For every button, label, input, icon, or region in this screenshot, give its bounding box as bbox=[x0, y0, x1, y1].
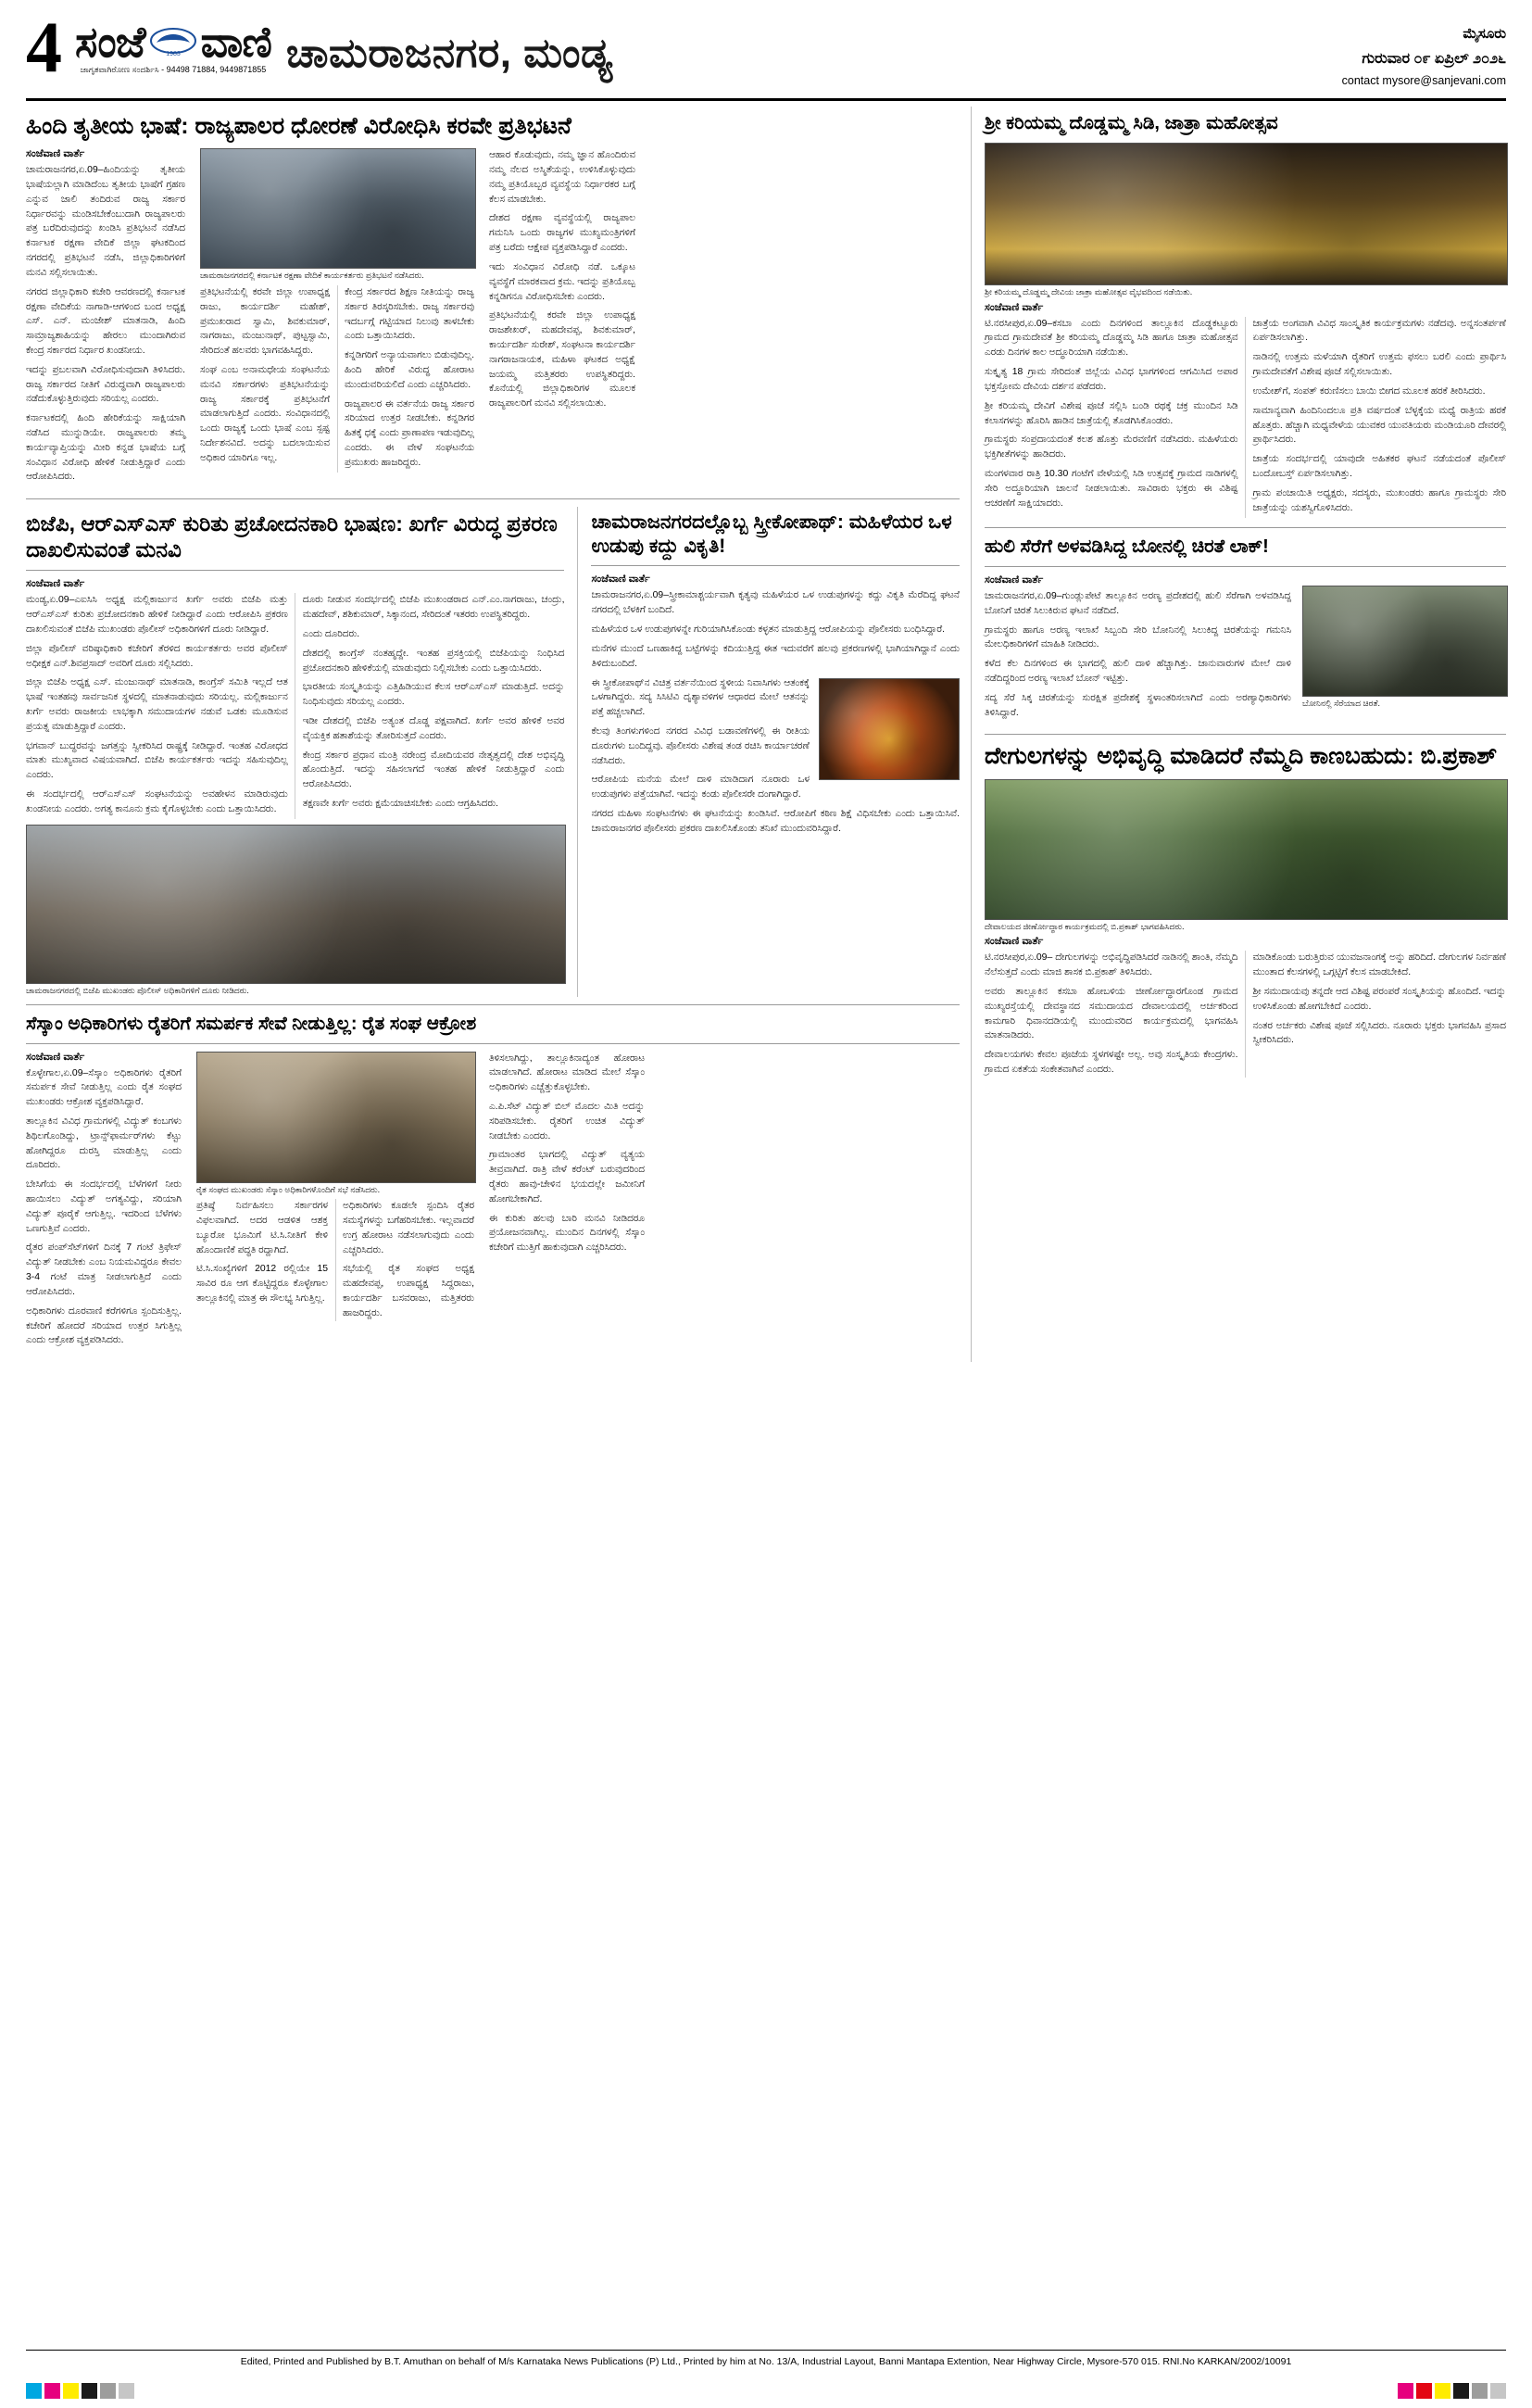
photo-caption: ರೈತ ಸಂಘದ ಮುಖಂಡರು ಸೆಸ್ಕಾಂ ಅಧಿಕಾರಿಗಳೊಂದಿಗೆ ಸಭೆ ನಡೆಸಿದರು. bbox=[196, 1184, 381, 1194]
article-mahila bbox=[577, 507, 960, 996]
left-column-group bbox=[26, 107, 971, 1362]
color-swatch bbox=[1472, 2383, 1488, 2399]
logo-text-left: ಸಂಜೆ bbox=[75, 18, 145, 66]
protest-photo bbox=[200, 148, 476, 269]
color-registration-bars-left bbox=[26, 2383, 134, 2399]
article-body: ಟಿ.ನರಸೀಪುರ,ಏ.09–ಕಸಬಾ ಎಂದು ದಿನಗಳಿಂದ ತಾಲ್ಲೂಕಿನ ದೊಡ್ಡಕಟ್ಟೂರು ಗ್ರಾಮದ ಗ್ರಾಮದೇವತೆ ಶ್ರೀ ಕರಿಯಮ್ಮ ದೊಡ್ಡಮ್ಮ ಸಿಡಿ ಹಾಗೂ ಜಾತ್ರಾ ಮಹೋತ್ಸವ ಎರಡು ದಿನಗಳ ಕಾಲ ಅದ್ಧೂರಿಯಾಗಿ ನಡೆಯಿತು. ಸುಕ್ಕೃತ್ಯ 18 ಗ್ರಾಮ ಸೇರಿದಂತೆ ಜಿಲ್ಲೆಯ ವಿವಿಧ ಭಾಗಗಳಿಂದ ಆಗಮಿಸಿದ ಅಪಾರ ಭಕ್ತಸ್ತೋಮ ದೇವಿಯ ದರ್ಶನ ಪಡೆದರು. ಶ್ರೀ ಕರಿಯಮ್ಮ ದೇವಿಗೆ ವಿಶೇಷ ಪೂಜೆ ಸಲ್ಲಿಸಿ ಬಂಡಿ ರಥಕ್ಕೆ ಚಕ್ರ ಮುಂದಿನ ಸಿಡಿ ಕಲಾಸಗಳನ್ನು ಹೊರಿಸಿ ಹಾಡಿನ ಜಾತ್ರೆಯಲ್ಲಿ ತೊಡಗಿಸಿಕೊಂಡರು. ಗ್ರಾಮಸ್ಥರು ಸಂಪ್ರದಾಯದಂತೆ ಕಲಶ ಹೊತ್ತು ಮೆರವಣಿಗೆ ನಡೆಸಿದರು. ಮಹಿಳೆಯರು ಭಕ್ತಿಗೀತೆಗಳನ್ನು ಹಾಡಿದರು. ಮಂಗಳವಾರ ರಾತ್ರಿ 10.30 ಗಂಟೆಗೆ ವೇಳೆಯಲ್ಲಿ ಸಿಡಿ ಉತ್ಸವಕ್ಕೆ ಗ್ರಾಮದ ನಾಡಿಗಳಲ್ಲಿ ಸೇರಿ ಅದ್ಧೂರಿಯಾಗಿ ಚಾಲನೆ ನೀಡಲಾಯಿತು. ಸಾವಿರಾರು ಭಕ್ತರು ಈ ವಿಶಿಷ್ಟ ಆಚರಣೆಗೆ ಸಾಕ್ಷಿಯಾದರು. ಜಾತ್ರೆಯ ಅಂಗವಾಗಿ ವಿವಿಧ ಸಾಂಸ್ಕೃತಿಕ ಕಾರ್ಯಕ್ರಮಗಳು ನಡೆದವು. ಅನ್ನಸಂತರ್ಪಣೆ ಏರ್ಪಡಿಸಲಾಗಿತ್ತು. ನಾಡಿನಲ್ಲಿ ಉತ್ತಮ ಮಳೆಯಾಗಿ ರೈತರಿಗೆ ಉತ್ತಮ ಫಸಲು ಬರಲಿ ಎಂದು ಪ್ರಾರ್ಥಿಸಿ ಗ್ರಾಮದೇವತೆಗೆ ವಿಶೇಷ ಪೂಜೆ ಸಲ್ಲಿಸಲಾಯಿತು. ಉಮೇಶ್‌ಗೆ, ಸಂಪತ್ ಕರುಣಿಸಲು ಬಾಯಿ ಬೀಗದ ಮೂಲಕ ಹರಕೆ ತೀರಿಸಿದರು. ಸಾಮಾನ್ಯವಾಗಿ ಹಿಂದಿನಿಂದಲೂ ಪ್ರತಿ ವರ್ಷದಂತೆ ಬೆಳ್ಳಕ್ಕೆಯ ಮಧ್ಯೆ ರಾತ್ರಿಯ ಹರಕೆ ಹೊತ್ತರು. ಹೆಚ್ಚಾಗಿ ಮಧ್ಯವೇಳೆಯ ಯುವಕರ ಯುವತಿಯರು ಮಂಡಿಯೂರಿ ದೇವರಲ್ಲಿ ಪ್ರಾರ್ಥಿಸಿದರು. ಜಾತ್ರೆಯ ಸಂದರ್ಭದಲ್ಲಿ ಯಾವುದೇ ಅಹಿತಕರ ಘಟನೆ ನಡೆಯದಂತೆ ಪೊಲೀಸ್ ಬಂದೋಬಸ್ತ್ ಏರ್ಪಡಿಸಲಾಗಿತ್ತು. ಗ್ರಾಮ ಪಂಚಾಯಿತಿ ಅಧ್ಯಕ್ಷರು, ಸದಸ್ಯರು, ಮುಖಂಡರು ಹಾಗೂ ಗ್ರಾಮಸ್ಥರು ಸೇರಿ ಜಾತ್ರೆಯನ್ನು ಯಶಸ್ವಿಗೊಳಿಸಿದರು. bbox=[985, 318, 1506, 513]
edition-title: ಚಾಮರಾಜನಗರ, ಮಂಡ್ಯ bbox=[285, 30, 613, 76]
divider bbox=[26, 498, 960, 499]
svg-text:1983: 1983 bbox=[165, 51, 181, 57]
masthead-info bbox=[1342, 17, 1506, 91]
page-number: 4 bbox=[26, 6, 62, 87]
farmers-meeting-photo bbox=[196, 1052, 476, 1183]
divider bbox=[985, 566, 1506, 567]
color-swatch bbox=[63, 2383, 79, 2399]
divider bbox=[985, 527, 1506, 528]
color-swatch bbox=[1416, 2383, 1432, 2399]
article-headline: ಬಿಜೆಪಿ, ಆರ್‌ಎಸ್‌ಎಸ್ ಕುರಿತು ಪ್ರಚೋದನಕಾರಿ ಭಾಷಣ: ಖರ್ಗೆ ವಿರುದ್ಧ ಪ್ರಕರಣ ದಾಖಲಿಸುವಂತೆ ಮನವಿ bbox=[26, 511, 558, 562]
article-body: ಚಾಮರಾಜನಗರ,ಏ.09–ಗುಂಡ್ಲುಪೇಟೆ ತಾಲ್ಲೂಕಿನ ಅರಣ್ಯ ಪ್ರದೇಶದಲ್ಲಿ ಹುಲಿ ಸೆರೆಗಾಗಿ ಅಳವಡಿಸಿದ್ದ ಬೋನಿಗೆ ಚಿರತೆ ಸಿಲುಕಿರುವ ಘಟನೆ ನಡೆದಿದೆ. ಗ್ರಾಮಸ್ಥರು ಹಾಗೂ ಅರಣ್ಯ ಇಲಾಖೆ ಸಿಬ್ಬಂದಿ ಸೇರಿ ಬೋನಿನಲ್ಲಿ ಸಿಲುಕಿದ್ದ ಚಿರತೆಯನ್ನು ಗಮನಿಸಿ ಮೇಲಧಿಕಾರಿಗಳಿಗೆ ಮಾಹಿತಿ ನೀಡಿದರು. ಕಳೆದ ಕೆಲ ದಿನಗಳಿಂದ ಈ ಭಾಗದಲ್ಲಿ ಹುಲಿ ದಾಳಿ ಹೆಚ್ಚಾಗಿತ್ತು. ಜಾನುವಾರುಗಳ ಮೇಲೆ ದಾಳಿ ನಡೆದಿದ್ದರಿಂದ ಅರಣ್ಯ ಇಲಾಖೆ ಬೋನ್ ಇಟ್ಟಿತ್ತು. ಸದ್ಯ ಸೆರೆ ಸಿಕ್ಕ ಚಿರತೆಯನ್ನು ಸುರಕ್ಷಿತ ಪ್ರದೇಶಕ್ಕೆ ಸ್ಥಳಾಂತರಿಸಲಾಗಿದೆ ಎಂದು ಅರಣ್ಯಾಧಿಕಾರಿಗಳು ತಿಳಿಸಿದ್ದಾರೆ. bbox=[985, 590, 1291, 718]
divider bbox=[26, 570, 564, 571]
article-bjp-rss bbox=[26, 507, 564, 996]
article-photo-block bbox=[200, 148, 474, 489]
byline: ಸಂಜೆವಾಣಿ ವಾರ್ತೆ bbox=[26, 148, 85, 160]
photo-caption: ದೇವಾಲಯದ ಜೀರ್ಣೋದ್ಧಾರ ಕಾರ್ಯಕ್ರಮದಲ್ಲಿ ಬಿ.ಪ್ರಕಾಶ್ ಭಾಗವಹಿಸಿದರು. bbox=[985, 921, 1185, 931]
festival-photo bbox=[985, 143, 1508, 285]
article-body: ಟಿ.ನರಸೀಪುರ,ಏ.09– ದೇಗುಲಗಳನ್ನು ಅಭಿವೃದ್ಧಿಪಡಿಸಿದರೆ ನಾಡಿನಲ್ಲಿ ಶಾಂತಿ, ನೆಮ್ಮದಿ ನೆಲೆಸುತ್ತದೆ ಎಂದು ಮಾಜಿ ಶಾಸಕ ಬಿ.ಪ್ರಕಾಶ್ ತಿಳಿಸಿದರು. ಅವರು ತಾಲ್ಲೂಕಿನ ಕಸಬಾ ಹೋಬಳಿಯ ಜೀರ್ಣೋದ್ಧಾರಗೊಂಡ ಗ್ರಾಮದ ಮುಖ್ಯರಸ್ತೆಯಲ್ಲಿ ದೇವಸ್ಥಾನದ ಸಮುದಾಯದ ದೇವಾಲಯದಲ್ಲಿ ಅರ್ಚಕರಿಂದ ಕಾಮಗಾರಿ ಧಿವಾನದಡಿಯಲ್ಲಿ ಮುಂದುವರಿದ ಕಾರ್ಯಕ್ರಮದಲ್ಲಿ ಭಾಗವಹಿಸಿ ಮಾತನಾಡಿದರು. ದೇವಾಲಯಗಳು ಕೇವಲ ಪೂಜೆಯ ಸ್ಥಳಗಳಷ್ಟೇ ಅಲ್ಲ. ಅವು ಸಂಸ್ಕೃತಿಯ ಕೇಂದ್ರಗಳು. ಗ್ರಾಮದ ಏಕತೆಯ ಸಂಕೇತವಾಗಿವೆ ಎಂದರು. ಮಾಡಿಕೊಂಡು ಬರುತ್ತಿರುವ ಯುವಜನಾಂಗಕ್ಕೆ ಅನ್ನು ಹರಿದಿದೆ. ದೇಗುಲಗಳ ನಿರ್ವಹಣೆ ಮುಂತಾದ ಕೆಲಸಗಳಲ್ಲಿ ಒಗ್ಗಟ್ಟಿಗೆ ಕೆಲಸ ಮಾಡಬೇಕಿದೆ. ಶ್ರೀ ಸಮುದಾಯವು ತನ್ನದೇ ಆದ ವಿಶಿಷ್ಟ ಪರಂಪರೆ ಸಂಸ್ಕೃತಿಯನ್ನು ಹೊಂದಿದೆ. ಇದನ್ನು ಉಳಿಸಿಕೊಂಡು ಹೋಗಬೇಕಿದೆ ಎಂದರು. ನಂತರ ಅರ್ಚಕರು ವಿಶೇಷ ಪೂಜೆ ಸಲ್ಲಿಸಿದರು. ನೂರಾರು ಭಕ್ತರು ಭಾಗವಹಿಸಿ ಪ್ರಸಾದ ಸ್ವೀಕರಿಸಿದರು. bbox=[985, 952, 1506, 1075]
sesam-photo-block bbox=[196, 1052, 474, 1354]
divider bbox=[591, 565, 960, 566]
article-bonnalu bbox=[985, 536, 1506, 725]
sesam-column-1 bbox=[26, 1052, 182, 1354]
color-swatch bbox=[82, 2383, 97, 2399]
color-swatch bbox=[100, 2383, 116, 2399]
right-column-group bbox=[971, 107, 1506, 1362]
color-swatch bbox=[119, 2383, 134, 2399]
color-swatch bbox=[1453, 2383, 1469, 2399]
byline: ಸಂಜೆವಾಣಿ ವಾರ್ತೆ bbox=[591, 574, 650, 586]
contact-email: contact mysore@sanjevani.com bbox=[1341, 73, 1506, 87]
photo-caption: ಚಾಮರಾಜನಗರದಲ್ಲಿ ಬಿಜೆಪಿ ಮುಖಂಡರು ಪೊಲೀಸ್ ಅಧಿಕಾರಿಗಳಿಗೆ ದೂರು ನೀಡಿದರು. bbox=[26, 985, 249, 995]
bird-logo-icon bbox=[149, 22, 197, 63]
temple-group-photo bbox=[985, 779, 1508, 920]
article-body: ಮಂಡ್ಯ,ಏ.09–ಎಐಸಿಸಿ ಅಧ್ಯಕ್ಷ ಮಲ್ಲಿಕಾರ್ಜುನ ಖರ್ಗೆ ಅವರು ಬಿಜೆಪಿ ಮತ್ತು ಆರ್‌ಎಸ್‌ಎಸ್ ಕುರಿತು ಪ್ರಚೋದನಕಾರಿ ಹೇಳಿಕೆ ನೀಡಿದ್ದಾರೆ ಎಂದು ಆರೋಪಿಸಿ ಪ್ರಕರಣ ದಾಖಲಿಸುವಂತೆ ಬಿಜೆಪಿ ಮುಖಂಡರು ಪೊಲೀಸ್ ಅಧಿಕಾರಿಗಳಿಗೆ ದೂರು ನೀಡಿದ್ದಾರೆ. ಜಿಲ್ಲಾ ಪೊಲೀಸ್ ವರಿಷ್ಠಾಧಿಕಾರಿ ಕಚೇರಿಗೆ ತೆರಳಿದ ಕಾರ್ಯಕರ್ತರು ಅವರ ಪೊಲೀಸ್ ಅಧೀಕ್ಷಕ ಎನ್.ಶಿವಪ್ರಸಾದ್ ಅವರಿಗೆ ದೂರು ಸಲ್ಲಿಸಿದರು. ಜಿಲ್ಲಾ ಬಿಜೆಪಿ ಅಧ್ಯಕ್ಷ ಎಸ್. ಮಂಜುನಾಥ್ ಮಾತನಾಡಿ, ಕಾಂಗ್ರೆಸ್ ಸಮಿತಿ ಇಲ್ಲದೆ ಆತ ಭಾಷೆ ಇಂತಹವು ಸಾರ್ವಜನಿಕ ಸ್ಥಳದಲ್ಲಿ ಮಾತನಾಡುವುದು ಸರಿಯಲ್ಲ. ಮಲ್ಲಿಕಾರ್ಜುನ ಖರ್ಗೆ ಅವರು ರಾಜಕೀಯ ಲಾಭಕ್ಕಾಗಿ ಸಮುದಾಯಗಳ ನಡುವೆ ಒಡಕು ಮೂಡಿಸುವ ಪ್ರಯತ್ನ ಮಾಡುತ್ತಿದ್ದಾರೆ ಎಂದರು. ಭಗವಾನ್ ಬುದ್ಧರವನ್ನು ಜಗತ್ತನ್ನು ಸ್ವೀಕರಿಸಿದ ರಾಷ್ಟ್ರಕ್ಕೆ ನೀಡಿದ್ದಾರೆ. ಇಂತಹ ವಿರೋಧದ ಮಾತು ಮುಖ್ಯವಾದ ವಿಷಯವಾಗಿದೆ. ಬಿಜೆಪಿ ಕಾರ್ಯಕರ್ತರು ಇದನ್ನು ಸಹಿಸುವುದಿಲ್ಲ ಎಂದರು. ಈ ಸಂದರ್ಭದಲ್ಲಿ ಆರ್‌ಎಸ್‌ಎಸ್ ಸಂಘಟನೆಯನ್ನು ಅವಹೇಳನ ಮಾಡಿರುವುದು ಖಂಡನೀಯ ಎಂದರು. ಅಗತ್ಯ ಕಾನೂನು ಕ್ರಮ ಕೈಗೊಳ್ಳಬೇಕು ಎಂದು ಒತ್ತಾಯಿಸಿದರು. ದೂರು ನೀಡುವ ಸಂದರ್ಭದಲ್ಲಿ ಬಿಜೆಪಿ ಮುಖಂಡರಾದ ಎನ್.ಎಂ.ನಾಗರಾಜು, ಚಂದ್ರು, ಮಹದೇವ್, ಶಶಿಕುಮಾರ್, ಸಿಕ್ಕಾನಂದ, ಸೇರಿದಂತೆ ಇತರರು ಉಪಸ್ಥಿತರಿದ್ದರು. ಎಂದು ದೂರಿದರು. ದೇಶದಲ್ಲಿ ಕಾಂಗ್ರೆಸ್ ನಂತಹ್ಮದ್ದೇ. ಇಂತಹ ಪ್ರಸಕ್ತಿಯಲ್ಲಿ ಬಿಜೆಪಿಯನ್ನು ನಿಂಧಿಸಿದ ಪ್ರಚೋದನಕಾರಿ ಹೇಳಿಕೆಯಲ್ಲಿ ಮಾಡುವುದು ನಿಲ್ಲಿಸಬೇಕು ಎಂದು ಒತ್ತಾಯಿಸಿದರು. ಭಾರತೀಯ ಸಂಸ್ಕೃತಿಯನ್ನು ಎತ್ತಿಹಿಡಿಯುವ ಕೆಲಸ ಆರ್‌ಎಸ್‌ಎಸ್ ಮಾಡುತ್ತಿದೆ. ಅದನ್ನು ನಿಂಧಿಸುವುದು ಸರಿಯಲ್ಲ ಎಂದರು. ಇಡೀ ದೇಶದಲ್ಲಿ ಬಿಜೆಪಿ ಅತ್ಯಂತ ದೊಡ್ಡ ಪಕ್ಷವಾಗಿದೆ. ಖರ್ಗೆ ಅವರ ಹೇಳಿಕೆ ಅವರ ವೈಯಕ್ತಿಕ ಹತಾಶೆಯನ್ನು ತೋರಿಸುತ್ತದೆ ಎಂದರು. ಕೇಂದ್ರ ಸರ್ಕಾರ ಪ್ರಧಾನ ಮಂತ್ರಿ ನರೇಂದ್ರ ಮೋದಿಯವರ ನೇತೃತ್ವದಲ್ಲಿ ದೇಶ ಅಭಿವೃದ್ಧಿ ಹೊಂದುತ್ತಿದೆ. ಇದನ್ನು ಸಹಿಸಲಾಗದೆ ಇಂತಹ ಹೇಳಿಕೆ ನೀಡುತ್ತಿದ್ದಾರೆ ಎಂದು ಆರೋಪಿಸಿದರು. ತಕ್ಷಣವೇ ಖರ್ಗೆ ಅವರು ಕ್ಷಮೆಯಾಚಿಸಬೇಕು ಎಂದು ಆಗ್ರಹಿಸಿದರು. bbox=[26, 595, 565, 814]
article-headline: ಹಿಂದಿ ತೃತೀಯ ಭಾಷೆ: ರಾಜ್ಯಪಾಲರ ಧೋರಣೆ ವಿರೋಧಿಸಿ ಕರವೇ ಪ್ರತಿಭಟನೆ bbox=[26, 112, 571, 139]
byline: ಸಂಜೆವಾಣಿ ವಾರ್ತೆ bbox=[26, 1051, 85, 1063]
sesam-column-3 bbox=[489, 1052, 645, 1354]
color-swatch bbox=[1398, 2383, 1413, 2399]
article-kariyamma bbox=[985, 112, 1506, 518]
bonnalu-photo-block bbox=[1302, 574, 1506, 725]
article-headline: ಹುಲಿ ಸೆರೆಗೆ ಅಳವಡಿಸಿದ್ದ ಬೋನಲ್ಲಿ ಚಿರತೆ ಲಾಕ್! bbox=[985, 536, 1269, 557]
photo-caption: ಚಾಮರಾಜನಗರದಲ್ಲಿ ಕರ್ನಾಟಕ ರಕ್ಷಣಾ ವೇದಿಕೆ ಕಾರ್ಯಕರ್ತರು ಪ್ರತಿಭಟನೆ ನಡೆಸಿದರು. bbox=[200, 271, 424, 281]
article-headline: ಸೆಸ್ಕಾಂ ಅಧಿಕಾರಿಗಳು ರೈತರಿಗೆ ಸಮರ್ಪಕ ಸೇವೆ ನೀಡುತ್ತಿಲ್ಲ: ರೈತ ಸಂಘ ಆಕ್ರೋಶ bbox=[26, 1013, 477, 1034]
color-swatch bbox=[1435, 2383, 1450, 2399]
article-hindi-protest bbox=[26, 112, 960, 489]
byline: ಸಂಜೆವಾಣಿ ವಾರ್ತೆ bbox=[985, 936, 1044, 948]
sesam-body-2: ಪ್ರತಿಷ್ಠೆ ನಿರ್ವಹಿಸಲು ಸರ್ಕಾರಗಳ ವಿಫಲವಾಗಿದೆ. ಅದರ ಆಡಳಿತ ಆಶಕ್ತ ಬ್ಯೂರೋ ಭೂಮಿಗೆ ಟಿ.ಸಿ.ನೀತಿಗೆ ಕೇಳಿ ಹೊಂದಾಣಿಕೆ ಪದ್ಧತಿ ರದ್ದಾಗಿದೆ. ಟಿ.ಸಿ.ಸಂಖ್ಯೆಗಳಿಗೆ 2012 ರಲ್ಲಿಯೇ 15 ಸಾವಿರ ರೂ ಆಗ ಕೊಟ್ಟಿದ್ದರೂ ಕೊಳ್ಳೇಗಾಲ ತಾಲ್ಲೂಕಿನಲ್ಲಿ ಮಾತ್ರ ಈ ಸೌಲಭ್ಯ ಸಿಗುತ್ತಿಲ್ಲ. ಅಧಿಕಾರಿಗಳು ಕೂಡಲೇ ಸ್ಪಂದಿಸಿ ರೈತರ ಸಮಸ್ಯೆಗಳನ್ನು ಬಗೆಹರಿಸಬೇಕು. ಇಲ್ಲವಾದರೆ ಉಗ್ರ ಹೋರಾಟ ನಡೆಸಲಾಗುವುದು ಎಂದು ಎಚ್ಚರಿಸಿದರು. ಸಭೆಯಲ್ಲಿ ರೈತ ಸಂಘದ ಅಧ್ಯಕ್ಷ ಮಹದೇವಪ್ಪ, ಉಪಾಧ್ಯಕ್ಷ ಸಿದ್ದರಾಜು, ಕಾರ್ಯದರ್ಶಿ ಬಸವರಾಜು, ಮತ್ತಿತರರು ಹಾಜರಿದ್ದರು. bbox=[196, 1201, 474, 1318]
publication-logo bbox=[75, 17, 271, 75]
article-devasthana bbox=[985, 742, 1506, 1077]
article-headline: ದೇಗುಲಗಳನ್ನು ಅಭಿವೃದ್ಧಿ ಮಾಡಿದರೆ ನೆಮ್ಮದಿ ಕಾಣಬಹುದು: ಬಿ.ಪ್ರಕಾಶ್ bbox=[985, 743, 1498, 770]
divider bbox=[26, 1004, 960, 1005]
photo-caption: ಬೋನಿನಲ್ಲಿ ಸೆರೆಯಾದ ಚಿರತೆ. bbox=[1302, 698, 1380, 708]
byline: ಸಂಜೆವಾಣಿ ವಾರ್ತೆ bbox=[985, 574, 1044, 586]
photo-caption: ಶ್ರೀ ಕರಿಯಮ್ಮ ದೊಡ್ಡಮ್ಮ ದೇವಿಯ ಜಾತ್ರಾ ಮಹೋತ್ಸವ ವೈಭವದಿಂದ ನಡೆಯಿತು. bbox=[985, 286, 1193, 296]
city-label: ಮೈಸೂರು bbox=[1463, 26, 1506, 42]
burning-clothes-photo bbox=[819, 678, 960, 780]
byline: ಸಂಜೆವಾಣಿ ವಾರ್ತೆ bbox=[26, 578, 85, 590]
date-label: ಗುರುವಾರ ೦೯ ಏಪ್ರಿಲ್ ೨೦೨೬ bbox=[1362, 50, 1506, 67]
article-sesam bbox=[26, 1013, 960, 1354]
article-column-1 bbox=[26, 148, 185, 489]
article-headline: ಶ್ರೀ ಕರಿಯಮ್ಮ ದೊಡ್ಡಮ್ಮ ಸಿಡಿ, ಜಾತ್ರಾ ಮಹೋತ್ಸವ bbox=[985, 112, 1278, 133]
color-registration-bars-right bbox=[1398, 2383, 1506, 2399]
article-body: ಚಾಮರಾಜನಗರ,ಏ.09–ಹಿಂದಿಯನ್ನು ತೃತೀಯ ಭಾಷೆಯಲ್ಲಾಗಿ ಮಾಡಿದೆಂಬ ತೃತೀಯ ಭಾಷೆಗೆ ಗ್ರಹಣ ಎನ್ನುವ ಜಾಲಿ ತಂದಿರುವ ರಾಜ್ಯ ಸರ್ಕಾರ ನಿರ್ಧಾರವನ್ನು ಮಂಡಿಸಬೇಕೆಂಬುದಾಗಿ ರಾಜ್ಯಪಾಲರು ಪತ್ರ ಬರೆದಿರುವುದನ್ನು ಖಂಡಿಸಿ ಪ್ರತಿಭಟನೆ ನಡೆಸಿದ ಕರ್ನಾಟಕ ರಕ್ಷಣಾ ವೇದಿಕೆ ಜಿಲ್ಲಾ ಘಟಕದಿಂದ ನಗರದಲ್ಲಿ ಪ್ರತಿಭಟನೆ ನಡೆಸಿ, ಜಿಲ್ಲಾಧಿಕಾರಿಗಳಿಗೆ ಮನವಿ ಸಲ್ಲಿಸಲಾಯಿತು. ನಗರದ ಜಿಲ್ಲಾಧಿಕಾರಿ ಕಚೇರಿ ಆವರಣದಲ್ಲಿ ಕರ್ನಾಟಕ ರಕ್ಷಣಾ ವೇದಿಕೆಯ ನಾಗಾಡಿ-ಆಗಳಿಂದ ಬಂದ ಅಧ್ಯಕ್ಷ ಎಸ್. ಎನ್. ಮಂಜೇಶ್ ಮಾತನಾಡಿ, ಹಿಂದಿ ಸಾಮ್ರಾಜ್ಯಶಾಹಿಯನ್ನು ಹೇರಲು ಮುಂದಾಗಿರುವ ಕೇಂದ್ರ ಸರ್ಕಾರದ ನಿರ್ಧಾರ ಖಂಡನೀಯ. ಇದನ್ನು ಪ್ರಬಲವಾಗಿ ವಿರೋಧಿಸುವುದಾಗಿ ತಿಳಿಸಿದರು. ರಾಜ್ಯ ಸರ್ಕಾರದ ನೀತಿಗೆ ವಿರುದ್ಧವಾಗಿ ರಾಜ್ಯಪಾಲರು ನಡೆದುಕೊಳ್ಳುತ್ತಿರುವುದು ಸರಿಯಲ್ಲ ಎಂದರು. ಕರ್ನಾಟಕದಲ್ಲಿ ಹಿಂದಿ ಹೇರಿಕೆಯನ್ನು ಸಾಕ್ಷಿಯಾಗಿ ನಡೆಸಿದ ಮುನ್ನುಡಿಯೇ. ರಾಜ್ಯಪಾಲರು ತಮ್ಮ ಕಾರ್ಯವ್ಯಾಪ್ತಿಯನ್ನು ಮೀರಿ ಕನ್ನಡ ಭಾಷೆಯ ಬಗ್ಗೆ ಸಂವಿಧಾನ ವಿರೋಧಿ ಹೇಳಿಕೆ ನೀಡುತ್ತಿದ್ದಾರೆ ಎಂದು ಆರೋಪಿಸಿದರು. bbox=[26, 165, 185, 483]
byline: ಸಂಜೆವಾಣಿ ವಾರ್ತೆ bbox=[985, 301, 1044, 313]
bjp-complaint-photo bbox=[26, 825, 566, 984]
page-content bbox=[26, 101, 1506, 1362]
article-body-under-photo: ಪ್ರತಿಭಟನೆಯಲ್ಲಿ ಕರವೇ ಜಿಲ್ಲಾ ಉಪಾಧ್ಯಕ್ಷ ರಾಜು, ಕಾರ್ಯದರ್ಶಿ ಮಹೇಶ್, ಪ್ರಮುಖರಾದ ಸ್ವಾಮಿ, ಶಿವಕುಮಾರ್, ನಾಗರಾಜು, ಮಂಜುನಾಥ್, ಪುಟ್ಟಸ್ವಾಮಿ, ಸೇರಿದಂತೆ ಹಲವರು ಭಾಗವಹಿಸಿದ್ದರು. ಸಂಘ ಎಂಬ ಅನಾಮಧೇಯ ಸಂಘಟನೆಯ ಮನವಿ ಸರ್ಕಾರಗಳು ಪ್ರತಿಭಟನೆಯನ್ನು ರಾಜ್ಯ ಸರ್ಕಾರಕ್ಕೆ ಪ್ರತಿಭಟನೆಗೆ ಮಾಡಲಾಗುತ್ತಿದೆ ಎಂದರು. ಸಂವಿಧಾನದಲ್ಲಿ ಒಂದು ರಾಜ್ಯಕ್ಕೆ ಒಂದು ಭಾಷೆ ಎಂಬ ಸ್ಪಷ್ಟ ನಿರ್ದೇಶನವಿದೆ. ಅದನ್ನು ಬದಲಾಯಿಸುವ ಅಧಿಕಾರ ಯಾರಿಗೂ ಇಲ್ಲ. ಕೇಂದ್ರ ಸರ್ಕಾರದ ಶಿಕ್ಷಣ ನೀತಿಯನ್ನು ರಾಜ್ಯ ಸರ್ಕಾರ ತಿರಸ್ಕರಿಸಬೇಕು. ರಾಜ್ಯ ಸರ್ಕಾರವು ಇದರ್ಬಗ್ಗೆ ಗಟ್ಟಿಯಾದ ನಿಲುವು ತಾಳಬೇಕು ಎಂದು ಒತ್ತಾಯಿಸಿದರು. ಕನ್ನಡಿಗರಿಗೆ ಅನ್ಯಾಯವಾಗಲು ಬಿಡುವುದಿಲ್ಲ. ಹಿಂದಿ ಹೇರಿಕೆ ವಿರುದ್ಧ ಹೋರಾಟ ಮುಂದುವರಿಯಲಿದೆ ಎಂದು ಎಚ್ಚರಿಸಿದರು. ರಾಜ್ಯಪಾಲರ ಈ ವರ್ತನೆಯ ರಾಜ್ಯ ಸರ್ಕಾರ ಸರಿಯಾದ ಉತ್ತರ ನೀಡಬೇಕು. ಕನ್ನಡಿಗರ ಹಿತಕ್ಕೆ ಧಕ್ಕೆ ಎಂದು ಪ್ರಾಣಾಪಣ ಇಡುವುದಿಲ್ಲ ಎಂದರು. ಈ ವೇಳೆ ಸಂಘಟನೆಯ ಪ್ರಮುಖರು ಹಾಜರಿದ್ದರು. bbox=[200, 286, 474, 468]
color-swatch bbox=[1490, 2383, 1506, 2399]
logo-text-right: ವಾಣಿ bbox=[200, 18, 271, 66]
color-swatch bbox=[26, 2383, 42, 2399]
divider bbox=[26, 1043, 960, 1044]
article-body: ಚಾಮರಾಜನಗರ,ಏ.09–ಸ್ತ್ರೀಕಾಮಾಶ್ಚರ್ಯವಾಗಿ ಕೃತ್ಯವು ಮಹಿಳೆಯರ ಒಳ ಉಡುಪುಗಳನ್ನು ಕದ್ದು ವಿಕೃತಿ ಮೆರೆದಿದ್ದ ಘಟನೆ ನಗರದಲ್ಲಿ ಬೆಳಕಿಗೆ ಬಂದಿದೆ. ಮಹಿಳೆಯರ ಒಳ ಉಡುಪುಗಳನ್ನೇ ಗುರಿಯಾಗಿಸಿಕೊಂಡು ಕಳ್ಳತನ ಮಾಡುತ್ತಿದ್ದ ಆರೋಪಿಯನ್ನು ಪೊಲೀಸರು ಬಂಧಿಸಿದ್ದಾರೆ. ಮನೆಗಳ ಮುಂದೆ ಒಣಹಾಕಿದ್ದ ಬಟ್ಟೆಗಳನ್ನು ಕದಿಯುತ್ತಿದ್ದ ಈತ ಇದುವರೆಗೆ ಹಲವು ಪ್ರಕರಣಗಳಲ್ಲಿ ಭಾಗಿಯಾಗಿದ್ದಾನೆ ಎಂದು ತಿಳಿದುಬಂದಿದೆ. ಈ ಸ್ತ್ರೀಕೋಪಾಥ್‌ನ ವಿಚಿತ್ರ ವರ್ತನೆಯಿಂದ ಸ್ಥಳೀಯ ನಿವಾಸಿಗಳು ಆತಂಕಕ್ಕೆ ಒಳಗಾಗಿದ್ದರು. ಸದ್ಯ ಸಿಸಿಟಿವಿ ದೃಶ್ಯಾವಳಿಗಳ ಆಧಾರದ ಮೇಲೆ ಆತನನ್ನು ಪತ್ತೆ ಹಚ್ಚಲಾಗಿದೆ. ಕೆಲವು ತಿಂಗಳುಗಳಿಂದ ನಗರದ ವಿವಿಧ ಬಡಾವಣೆಗಳಲ್ಲಿ ಈ ರೀತಿಯ ದೂರುಗಳು ಬಂದಿದ್ದವು. ಪೊಲೀಸರು ವಿಶೇಷ ತಂಡ ರಚಿಸಿ ಕಾರ್ಯಾಚರಣೆ ನಡೆಸಿದರು. ಆರೋಪಿಯ ಮನೆಯ ಮೇಲೆ ದಾಳಿ ಮಾಡಿದಾಗ ನೂರಾರು ಒಳ ಉಡುಪುಗಳು ಪತ್ತೆಯಾಗಿವೆ. ಇದನ್ನು ಕಂಡು ಪೊಲೀಸರೇ ದಂಗಾಗಿದ್ದಾರೆ. ನಗರದ ಮಹಿಳಾ ಸಂಘಟನೆಗಳು ಈ ಘಟನೆಯನ್ನು ಖಂಡಿಸಿವೆ. ಆರೋಪಿಗೆ ಕಠಿಣ ಶಿಕ್ಷೆ ವಿಧಿಸಬೇಕು ಎಂದು ಒತ್ತಾಯಿಸಿವೆ. ಚಾಮರಾಜನಗರ ಪೊಲೀಸರು ಪ್ರಕರಣ ದಾಖಲಿಸಿಕೊಂಡು ತನಿಖೆ ಮುಂದುವರಿಸಿದ್ದಾರೆ. bbox=[591, 590, 960, 834]
article-headline: ಚಾಮರಾಜನಗರದಲ್ಲೊಬ್ಬ ಸ್ತ್ರೀಕೋಪಾಥ್: ಮಹಿಳೆಯರ ಒಳ ಉಡುಪು ಕದ್ದು ವಿಕೃತಿ! bbox=[591, 511, 952, 557]
article-column-3 bbox=[489, 148, 635, 489]
color-swatch bbox=[44, 2383, 60, 2399]
mid-row bbox=[26, 507, 960, 996]
logo-subtitle: ಜಾಗೃತವಾಗಿರೋಣ ಸಂದರ್ಶಿಸಿ - 94498 71884, 9449871855 bbox=[80, 65, 267, 74]
sesam-body-3: ತಿಳಿಸಲಾಗಿದ್ದು, ತಾಲ್ಲೂಕಿನಾದ್ಯಂತ ಹೋರಾಟ ಮಾಡಲಾಗಿದೆ. ಹೋರಾಟ ಮಾಡಿದ ಮೇಲೆ ಸೆಸ್ಕಾಂ ಅಧಿಕಾರಿಗಳು ಎಚ್ಚೆತ್ತುಕೊಳ್ಳಬೇಕು. ಎ.ಪಿ.ಸೆಟ್ ವಿದ್ಯುತ್ ಬಿಲ್ ಮೊದಲ ಮಿತಿ ಅದನ್ನು ಸರಿಪಡಿಸಬೇಕು. ರೈತರಿಗೆ ಉಚಿತ ವಿದ್ಯುತ್ ನೀಡಬೇಕು ಎಂದರು. ಗ್ರಾಮಾಂತರ ಭಾಗದಲ್ಲಿ ವಿದ್ಯುತ್ ವ್ಯತ್ಯಯ ತೀವ್ರವಾಗಿದೆ. ರಾತ್ರಿ ವೇಳೆ ಕರೆಂಟ್ ಬರುವುದರಿಂದ ರೈತರು ಹಾವು-ಚೇಳಿನ ಭಯದಲ್ಲೇ ಜಮೀನಿಗೆ ಹೋಗಬೇಕಾಗಿದೆ. ಈ ಕುರಿತು ಹಲವು ಬಾರಿ ಮನವಿ ನೀಡಿದರೂ ಪ್ರಯೋಜನವಾಗಿಲ್ಲ. ಮುಂದಿನ ದಿನಗಳಲ್ಲಿ ಸೆಸ್ಕಾಂ ಕಚೇರಿಗೆ ಮುತ್ತಿಗೆ ಹಾಕುವುದಾಗಿ ಎಚ್ಚರಿಸಿದರು. bbox=[489, 1053, 645, 1254]
divider bbox=[985, 734, 1506, 735]
leopard-cage-photo bbox=[1302, 586, 1508, 697]
article-body: ಕೊಳ್ಳೇಗಾಲ,ಏ.09–ಸೆಸ್ಕಾಂ ಅಧಿಕಾರಿಗಳು ರೈತರಿಗೆ ಸಮರ್ಪಕ ಸೇವೆ ನೀಡುತ್ತಿಲ್ಲ ಎಂದು ರೈತ ಸಂಘದ ಮುಖಂಡರು ಆಕ್ರೋಶ ವ್ಯಕ್ತಪಡಿಸಿದ್ದಾರೆ. ತಾಲ್ಲೂಕಿನ ವಿವಿಧ ಗ್ರಾಮಗಳಲ್ಲಿ ವಿದ್ಯುತ್ ಕಂಬಗಳು ಶಿಥಿಲಗೊಂಡಿದ್ದು, ಟ್ರಾನ್ಸ್‌ಫಾರ್ಮರ್‌ಗಳು ಕೆಟ್ಟು ಹೋಗಿದ್ದರೂ ದುರಸ್ತಿ ಮಾಡುತ್ತಿಲ್ಲ ಎಂದು ದೂರಿದರು. ಬೇಸಿಗೆಯ ಈ ಸಂದರ್ಭದಲ್ಲಿ ಬೆಳೆಗಳಿಗೆ ನೀರು ಹಾಯಿಸಲು ವಿದ್ಯುತ್ ಅಗತ್ಯವಿದ್ದು, ಸರಿಯಾಗಿ ವಿದ್ಯುತ್ ಪೂರೈಕೆ ಆಗುತ್ತಿಲ್ಲ. ಇದರಿಂದ ಬೆಳೆಗಳು ಒಣಗುತ್ತಿವೆ ಎಂದರು. ರೈತರ ಪಂಪ್‌ಸೆಟ್‌ಗಳಿಗೆ ದಿನಕ್ಕೆ 7 ಗಂಟೆ ತ್ರಿಫೇಸ್ ವಿದ್ಯುತ್ ನೀಡಬೇಕು ಎಂಬ ನಿಯಮವಿದ್ದರೂ ಕೇವಲ 3-4 ಗಂಟೆ ಮಾತ್ರ ನೀಡಲಾಗುತ್ತಿದೆ ಎಂದು ಆರೋಪಿಸಿದರು. ಅಧಿಕಾರಿಗಳು ದೂರವಾಣಿ ಕರೆಗಳಿಗೂ ಸ್ಪಂದಿಸುತ್ತಿಲ್ಲ. ಕಚೇರಿಗೆ ಹೋದರೆ ಸರಿಯಾದ ಉತ್ತರ ಸಿಗುತ್ತಿಲ್ಲ ಎಂದು ಆಕ್ರೋಶ ವ್ಯಕ್ತಪಡಿಸಿದರು. bbox=[26, 1067, 182, 1346]
article-body-3: ಆಹಾರ ಕೊಡುವುದು, ನಮ್ಮ ಜ್ಞಾನ ಹೊಂದಿರುವ ನಮ್ಮ ನೆಲದ ಅಸ್ಮಿತೆಯನ್ನು, ಉಳಿಸಿಕೊಳ್ಳುವುದು ನಮ್ಮ ಪ್ರತಿಯೊಬ್ಬರ ವ್ಯವಸ್ಥೆಯ ನಿರ್ಧಾರಕರ ಬಗ್ಗೆ ಕೆಲಸ ಮಾಡಬೇಕು. ದೇಶದ ರಕ್ಷಣಾ ವ್ಯವಸ್ಥೆಯಲ್ಲಿ ರಾಜ್ಯಪಾಲ ಗಮನಿಸಿ ಒಂದು ರಾಜ್ಯಗಳ ಮುಖ್ಯಮಂತ್ರಿಗಳಿಗೆ ಪತ್ರ ಬರೆದು ಆಕ್ಷೇಪ ವ್ಯಕ್ತಪಡಿಸಿದ್ದಾರೆ ಎಂದರು. ಇದು ಸಂವಿಧಾನ ವಿರೋಧಿ ನಡೆ. ಒಕ್ಕೂಟ ವ್ಯವಸ್ಥೆಗೆ ಮಾರಕವಾದ ಕ್ರಮ. ಇದನ್ನು ಪ್ರತಿಯೊಬ್ಬ ಕನ್ನಡಿಗನೂ ವಿರೋಧಿಸಬೇಕು ಎಂದರು. ಪ್ರತಿಭಟನೆಯಲ್ಲಿ ಕರವೇ ಜಿಲ್ಲಾ ಉಪಾಧ್ಯಕ್ಷ ರಾಜಶೇಖರ್, ಮಹದೇವಪ್ಪ, ಶಿವಕುಮಾರ್, ಕಾರ್ಯದರ್ಶಿ ಸುರೇಶ್, ಸಂಘಟನಾ ಕಾರ್ಯದರ್ಶಿ ನಾಗರಾಜನಾಯಕ, ಮಹಿಳಾ ಘಟಕದ ಅಧ್ಯಕ್ಷೆ ಜಯಮ್ಮ ಮತ್ತಿತರರು ಉಪಸ್ಥಿತರಿದ್ದರು. ಕೊನೆಯಲ್ಲಿ ಜಿಲ್ಲಾಧಿಕಾರಿಗಳ ಮೂಲಕ ರಾಜ್ಯಪಾಲರಿಗೆ ಮನವಿ ಸಲ್ಲಿಸಲಾಯಿತು. bbox=[489, 150, 635, 410]
bonnalu-text bbox=[985, 574, 1291, 725]
masthead bbox=[26, 0, 1506, 101]
page-footer: Edited, Printed and Published by B.T. Amuthan on behalf of M/s Karnataka News Publications (P) Ltd., Printed by him at No. 13/A, Industrial Layout, Banni Mantapa Extention, Near Highway Circle, Mysore-570 015. RNI.No KARKAN/2002/10091 bbox=[26, 2350, 1506, 2367]
